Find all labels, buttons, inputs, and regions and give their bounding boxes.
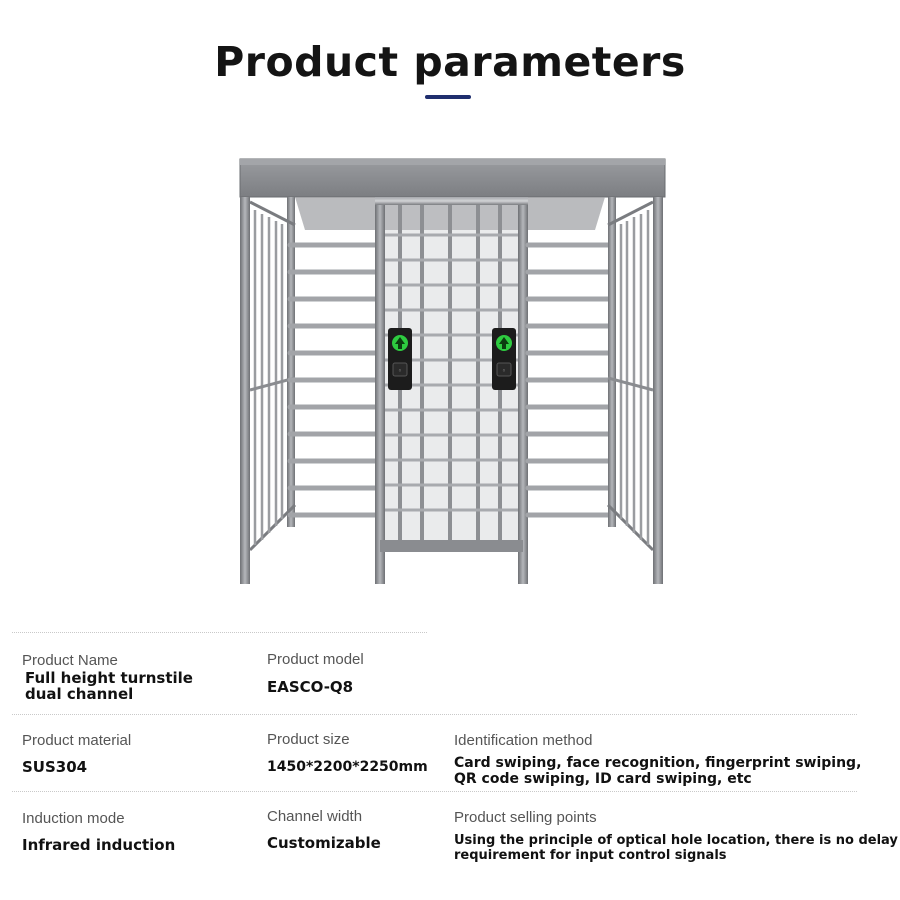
param-induction-mode — [22, 810, 175, 853]
param-label: Product size — [267, 731, 350, 748]
param-value: Full height turnstile dual channel — [25, 669, 193, 703]
param-selling-points — [454, 809, 898, 863]
param-identification-method — [454, 732, 861, 787]
divider-1 — [12, 632, 427, 633]
param-channel-width — [267, 808, 381, 851]
param-value: Infrared induction — [22, 836, 176, 854]
param-value: 1450*2200*2250mm — [267, 759, 428, 775]
svg-text:◦: ◦ — [501, 367, 507, 375]
param-label: Identification method — [454, 732, 593, 749]
turnstile-product-image — [230, 150, 670, 590]
param-value: Customizable — [267, 834, 381, 852]
param-product-model — [267, 651, 364, 695]
param-value: SUS304 — [22, 758, 88, 776]
param-label: Channel width — [267, 808, 363, 825]
divider-3 — [12, 791, 857, 792]
center-unit — [375, 197, 528, 584]
svg-text:◦: ◦ — [397, 367, 403, 375]
param-value: Using the principle of optical hole location, there is no delay requirement for input control signals — [454, 833, 898, 863]
param-product-material — [22, 732, 131, 775]
param-value: EASCO-Q8 — [267, 678, 354, 696]
param-label: Product selling points — [454, 809, 597, 826]
left-rotor-arms — [290, 245, 378, 515]
title-underline — [425, 95, 471, 99]
param-label: Product Name — [22, 652, 118, 669]
param-label: Product material — [22, 732, 132, 749]
param-product-name — [22, 652, 193, 702]
right-rotor-arms — [528, 245, 612, 515]
param-label: Induction mode — [22, 810, 125, 827]
param-product-size — [267, 731, 428, 775]
divider-2 — [12, 714, 857, 715]
param-value: Card swiping, face recognition, fingerprint swiping, QR code swiping, ID card swiping, etc — [454, 755, 862, 787]
right-cage — [608, 197, 663, 584]
left-cage — [240, 197, 295, 584]
page-title: Product parameters — [214, 38, 686, 86]
param-label: Product model — [267, 651, 364, 668]
